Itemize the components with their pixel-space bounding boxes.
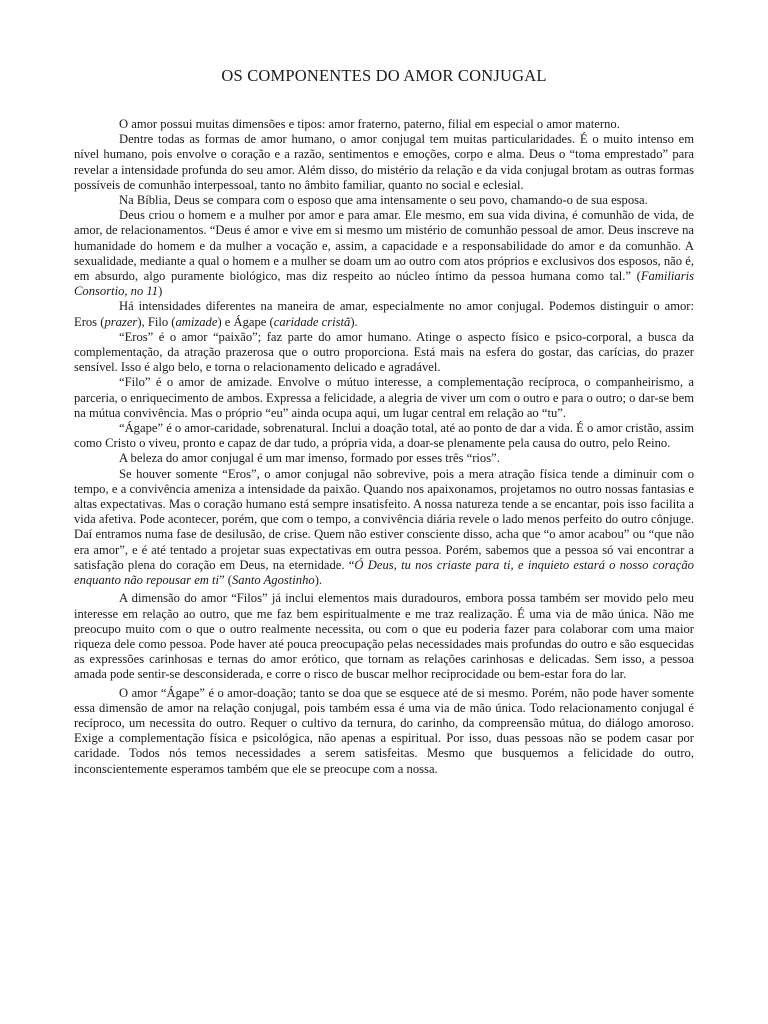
citation: Familiaris Consortio, no 11 bbox=[74, 269, 694, 299]
paragraph: O amor possui muitas dimensões e tipos: amor fraterno, paterno, filial em especial o amor materno. bbox=[119, 117, 620, 131]
document-body bbox=[74, 117, 694, 777]
quote: Ó Deus, tu nos criaste para ti, e inquieto estará o nosso coração enquanto não repousar em ti bbox=[74, 557, 694, 588]
paragraph: “Eros” é o amor “paixão”; faz parte do amor humano. Atinge o aspecto físico e psico-corporal, a busca da complementação, da atração prazerosa que o outro proporciona. Está mais na esfera do gostar, das carícias, do prazer sensível. Isso é algo belo, e torna o relacionamento delicado e agradável. bbox=[74, 329, 694, 375]
paragraph: Na Bíblia, Deus se compara com o esposo que ama intensamente o seu povo, chamando-o de sua esposa. bbox=[119, 193, 648, 208]
paragraph: Deus criou o homem e a mulher por amor e para amar. Ele mesmo, em sua vida divina, é comunhão de vida, de amor, de relacionamentos. “Deus é amor e vive em si mesmo um mistério de comunhão pessoal de amor. Deus inscreve na humanidade do homem e da mulher a vocação e, assim, a capacidade e a responsabilidade do amor e da comunhão. A sexualidade, mediante a qual o homem e a mulher se doam um ao outro com atos próprios e exclusivos dos esposos, não é, em absurdo, algo puramente biológico, mas diz respeito ao núcleo íntimo da pessoa humana como tal.” (Familiaris Consortio, no 11) bbox=[74, 208, 694, 299]
document-title: OS COMPONENTES DO AMOR CONJUGAL bbox=[221, 66, 547, 85]
paragraph: “Ágape” é o amor-caridade, sobrenatural. Inclui a doação total, até ao ponto de dar a vida. É o amor cristão, assim como Cristo o viveu, pronto e capaz de dar tudo, a própria vida, a doar-se plenamente pela causa do outro, pelo Reino. bbox=[74, 421, 694, 451]
paragraph: A dimensão do amor “Filos” já inclui elementos mais duradouros, embora possa também ser movido pelo meu interesse em relação ao outro, que me faz bem espiritualmente e me traz realização. É uma via de mão única. Não me preocupo muito com o que o outro realmente necessita, ou com o que eu poderia fazer para colaborar com uma maior riqueza dele como pessoa. Pode haver até pouca preocupação pelas necessidades mais profundas do outro e são esquecidas as expressões carinhosas e ternas do amor erótico, que tornam as relações carinhosas e delicadas. Sem isso, a pessoa amada pode sentir-se desconsiderada, e corre o risco de buscar melhor reciprocidade ou bem-estar fora do lar. bbox=[74, 591, 694, 682]
paragraph: A beleza do amor conjugal é um mar imenso, formado por esses três “rios”. bbox=[119, 451, 500, 466]
paragraph: O amor “Ágape” é o amor-doação; tanto se doa que se esquece até de si mesmo. Porém, não pode haver somente essa dimensão de amor na relação conjugal, pois também essa é uma via de mão única. Todo relacionamento conjugal é recíproco, um necessita do outro. Requer o cultivo da ternura, do carinho, da compreensão mútua, do diálogo amoroso. Exige a complementação física e psicológica, não apenas a espiritual. Por isso, duas pessoas não se podem casar por caridade. Todos nós temos necessidades a serem satisfeitas. Mesmo que busquemos a felicidade do outro, inconscientemente esperamos também que ele se preocupe com a nossa. bbox=[74, 685, 694, 776]
paragraph: Há intensidades diferentes na maneira de amar, especialmente no amor conjugal. Podemos distinguir o amor: Eros (prazer), Filo (amizade) e Ágape (caridade cristã). bbox=[74, 299, 694, 329]
paragraph: Se houver somente “Eros”, o amor conjugal não sobrevive, pois a mera atração física tende a diminuir com o tempo, e a convivência ameniza a intensidade da paixão. Quando nos apaixonamos, projetamos no outro nossas fantasias e altas expectativas. Mas o coração humano está sempre insatisfeito. A nossa natureza tende a se encantar, pois isso facilita a vida afetiva. Pode acontecer, porém, que com o tempo, a convivência diária revele o lado menos perfeito do outro cônjuge. Daí entramos numa fase de desilusão, de crise. Quem não estiver consciente disso, acha que “o amor acabou” ou “que não era amor”, e é até tentado a projetar suas expectativas em outra pessoa. Porém, sabemos que a pessoa só vai encontrar a satisfação plena do coração em Deus, na eternidade. “Ó Deus, tu nos criaste para ti, e inquieto estará o nosso coração enquanto não repousar em ti” (Santo Agostinho). bbox=[74, 466, 694, 588]
paragraph: Dentre todas as formas de amor humano, o amor conjugal tem muitas particularidades. É o muito intenso em nível humano, pois envolve o coração e a razão, sentimentos e emoções, corpo e alma. Deus o “toma emprestado” para revelar a intensidade profunda do seu amor. Além disso, do mistério da relação e da vida conjugal brotam as outras formas possíveis de comunhão interpessoal, tanto no âmbito familiar, quanto no social e eclesial. bbox=[74, 132, 694, 192]
citation: Santo Agostinho bbox=[232, 573, 315, 588]
paragraph: “Filo” é o amor de amizade. Envolve o mútuo interesse, a complementação recíproca, o companheirismo, a parceria, o enriquecimento de ambos. Expressa a felicidade, a alegria de viver um com o outro e para o outro; o dar-se bem na mútua convivência. Mas o próprio “eu” ainda ocupa aqui, um lugar central em relação ao “tu”. bbox=[74, 375, 694, 420]
